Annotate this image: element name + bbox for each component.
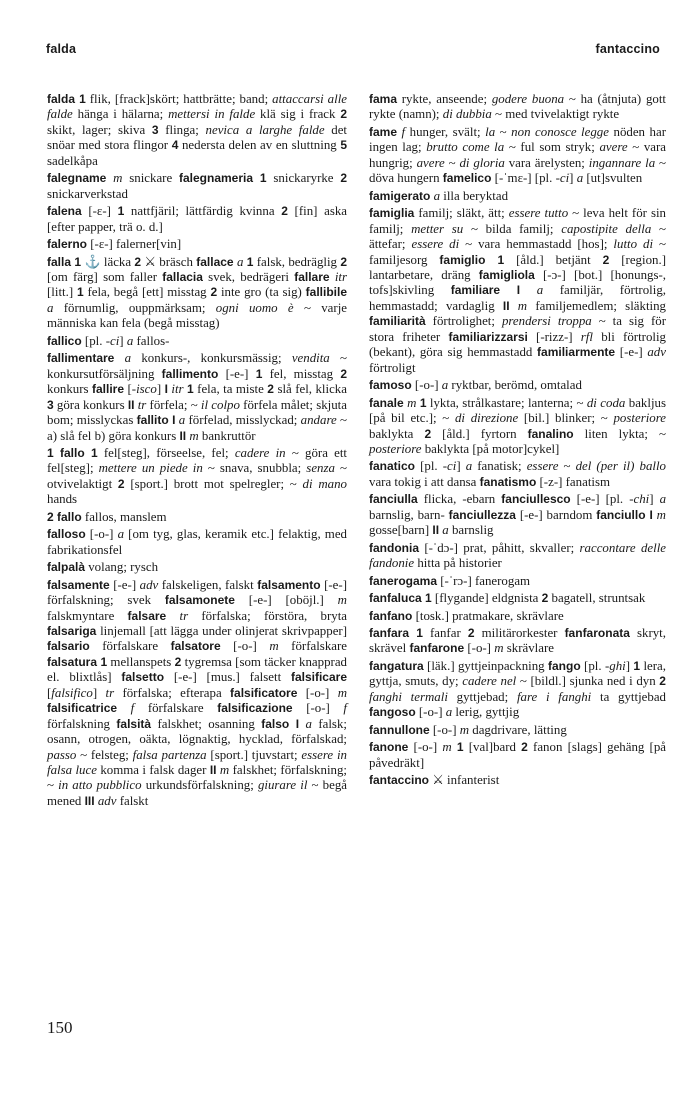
dictionary-entry: falloso [-o-] a [om tyg, glas, keramik etc.] felaktig, med fabrikationsfel: [47, 527, 348, 557]
dictionary-entry: falerno [-ɛ-] falerner[vin]: [47, 237, 182, 252]
dictionary-entry: falla 1 ⚓ läcka 2 ⚔ bräsch fallace a 1 falsk, bedräglig 2 [om färg] som faller fallacia svek, bedrägeri fallare itr [litt.] 1 fela, begå [ett] misstag 2 inte gro (ta sig) fallibile a förnumlig, ouppmärksam; ogni uomo è ~ varje människa kan fela (begå misstag): [47, 254, 347, 331]
dictionary-entry: fanfano [tosk.] pratmakare, skrävlare: [369, 608, 564, 623]
right-column: [369, 92, 666, 790]
dictionary-entry: famoso [-o-] a ryktbar, berömd, omtalad: [369, 378, 582, 393]
dictionary-entry: fanfaluca 1 [flygande] eldgnista 2 bagatell, struntsak: [369, 591, 646, 606]
dictionary-entry: falpalà volang; rysch: [47, 560, 159, 575]
running-head-right: fantaccino: [595, 42, 660, 56]
dictionary-entry: fandonia [-ˈdɔ-] prat, påhitt, skvaller; raccontare delle fandonie hitta på historier: [369, 540, 666, 571]
dictionary-entry: fanone [-o-] m 1 [val]bard 2 fanon [slags] gehäng [på påvedräkt]: [369, 740, 667, 770]
running-head-left: falda: [46, 42, 77, 56]
dictionary-entry: falda 1 flik, [frack]skört; hattbrätte; band; attaccarsi alle falde hänga i hälarna; mettersi in falde klä sig i frack 2 skikt, lager; skiva 3 flinga; nevica a larghe falde det snöar med stora flingor 4 nedersta delen av en sluttning 5 sadelkåpa: [47, 92, 348, 168]
dictionary-entry: famiglia familj; släkt, ätt; essere tutto ~ leva helt för sin familj; metter su ~ bilda familj; capostipite della ~ ättefar; essere di ~ vara hemmastadd [hos]; lutto di ~ familjesorg famiglio 1 [åld.] betjänt 2 [region.] lantarbetare, dräng famigliola [-ɔ-] [bot.] [honungs-, tofs]skivling familiare I a familjär, förtrolig, hemmastadd; vardaglig II m familjemedlem; släkting familiarità förtrolighet; prendersi troppa ~ ta sig för stora friheter familiarizzarsi [-rizz-] rfl bli förtrolig (bekant), göra sig hemmastadd familiarmente [-e-] adv förtroligt: [369, 206, 667, 375]
dictionary-entry: fame f hunger, svält; la ~ non conosce legge nöden har ingen lag; brutto come la ~ ful som stryk; avere ~ vara hungrig; avere ~ di gloria vara ärelysten; ingannare la ~ döva hungern famelico [-ˈmɛ-] [pl. -ci] a [ut]svulten: [369, 124, 667, 186]
dictionary-entry: fangatura [läk.] gyttjeinpackning fango [pl. -ghi] 1 lera, gyttja, smuts, dy; cadere nel ~ [bildl.] sjunka ned i dyn 2 fanghi termali gyttjebad; fare i fanghi ta gyttjebad fangoso [-o-] a lerig, gyttjig: [369, 658, 667, 720]
dictionary-entry: fanatico [pl. -ci] a fanatisk; essere ~ del (per il) ballo vara tokig i att dansa fanatismo [-z-] fanatism: [369, 459, 666, 489]
dictionary-entry: 2 fallo fallos, manslem: [47, 509, 167, 524]
dictionary-entry: fannullone [-o-] m dagdrivare, lätting: [369, 722, 567, 737]
dictionary-entry: famigerato a illa beryktad: [369, 188, 509, 203]
dictionary-entry: fama rykte, anseende; godere buona ~ ha (åtnjuta) gott rykte (namn); di dubbia ~ med tvivelaktigt rykte: [369, 92, 666, 122]
dictionary-entry: fantaccino ⚔ infanterist: [369, 773, 500, 788]
dictionary-entry: 1 fallo 1 fel[steg], förseelse, fel; cadere in ~ göra ett fel[steg]; mettere un piede in ~ snava, snubbla; senza ~ otvivelaktigt 2 [sport.] brott mot spelregler; ~ di mano hands: [47, 445, 347, 507]
dictionary-entry: fanfara 1 fanfar 2 militärorkester fanfaronata skryt, skrävel fanfarone [-o-] m skrävlare: [369, 625, 666, 656]
dictionary-entry: fanciulla flicka, -ebarn fanciullesco [-e-] [pl. -chi] a barnslig, barn- fanciullezza [-e-] barndom fanciullo I m gosse[barn] II a barnslig: [369, 492, 667, 538]
dictionary-entry: fallimentare a konkurs-, konkursmässig; vendita ~ konkursutförsäljning fallimento [-e-] 1 fel, misstag 2 konkurs fallire [-isco] I itr 1 fela, ta miste 2 slå fel, klicka 3 göra konkurs II tr förfela; ~ il colpo förfela målet; skjuta bom; misslyckas fallito I a förfelad, misslyckad; andare ~ a) slå fel b) göra konkurs II m bankruttör: [47, 351, 347, 443]
dictionary-entry: falegname m snickare falegnameria 1 snickaryrke 2 snickarverkstad: [47, 171, 347, 201]
dictionary-entry: falena [-ɛ-] 1 nattfjäril; lättfärdig kvinna 2 [fin] aska [efter papper, trä o. d.]: [47, 204, 348, 234]
page-number: 150: [47, 1018, 73, 1037]
dictionary-entry: fallico [pl. -ci] a fallos-: [47, 333, 170, 348]
dictionary-entry: fanerogama [-ˈrɔ-] fanerogam: [369, 573, 531, 588]
dictionary-entry: fanale m 1 lykta, strålkastare; lanterna; ~ di coda bakljus [på bil etc.]; ~ di direzione [bil.] blinker; ~ posteriore baklykta 2 [åld.] fyrtorn fanalino liten lykta; ~ posteriore baklykta [på motor]cykel]: [369, 395, 666, 456]
left-column: [47, 92, 347, 811]
dictionary-entry: falsamente [-e-] adv falskeligen, falskt falsamento [-e-] förfalskning; svek falsamonete [-e-] [oböjl.] m falskmyntare falsare tr förfalska; förstöra, bryta falsariga linjemall [att lägga under olinjerat skrivpapper] falsario förfalskare falsatore [-o-] m förfalskare falsatura 1 mellanspets 2 tygremsa [som täcker knapprad el. blixtlås] falsetto [-e-] [mus.] falsett falsificare [falsifico] tr förfalska; efterapa falsificatore [-o-] m falsificatrice f förfalskare falsificazione [-o-] f förfalskning falsità falskhet; osanning falso I a falsk; osann, otrogen, oäkta, lögnaktig, hycklad, förfalskad; passo ~ felsteg; falsa partenza [sport.] tjuvstart; essere in falsa luce komma i falsk dager II m falskhet; förfalskning; ~ in atto pubblico urkundsförfalskning; giurare il ~ begå mened III adv falskt: [47, 577, 348, 808]
